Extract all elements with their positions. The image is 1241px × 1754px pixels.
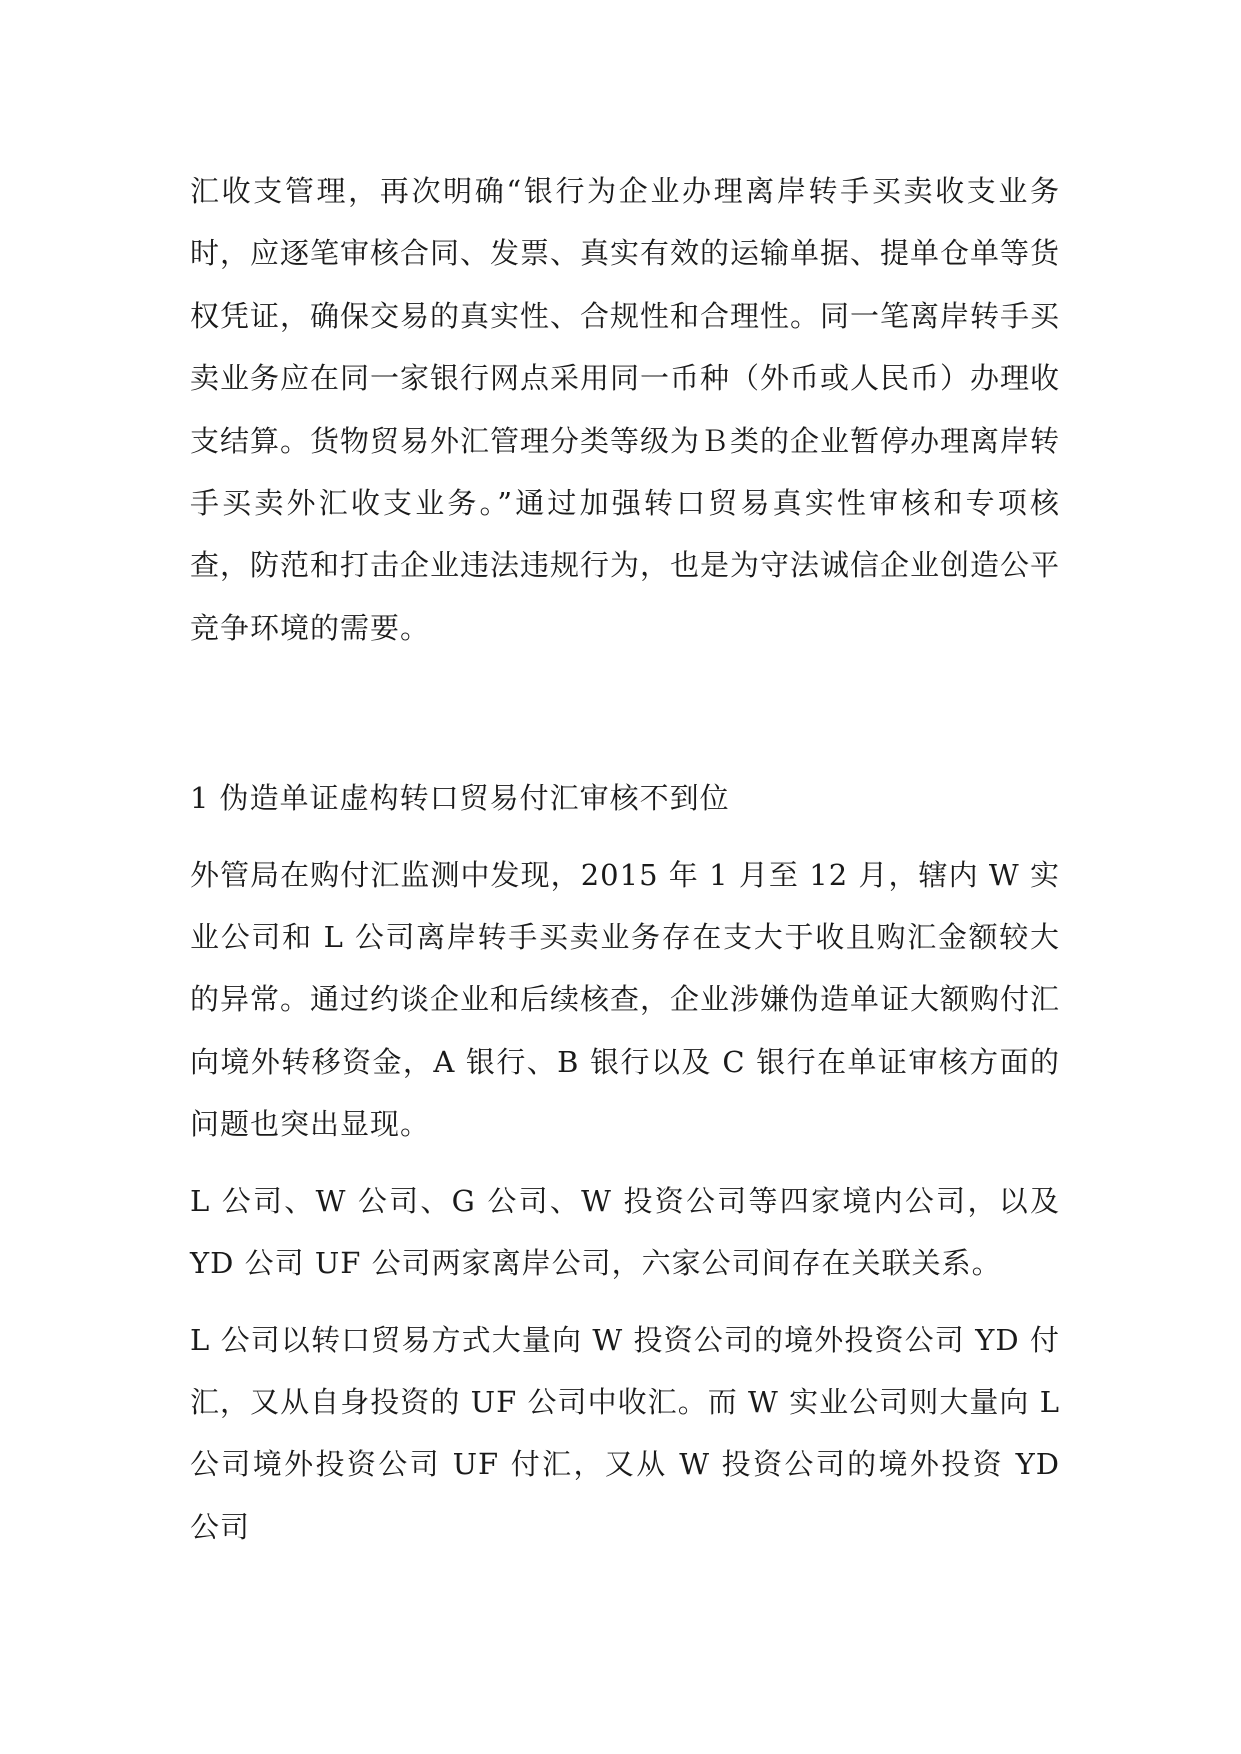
paragraph-fund-flows: L 公司以转口贸易方式大量向 W 投资公司的境外投资公司 YD 付汇，又从自身投资的 UF 公司中收汇。而 W 实业公司则大量向 L 公司境外投资公司 UF 付汇，又从 W 投资公司的境外投资 YD 公司	[190, 1322, 1060, 1544]
document-body	[190, 160, 1060, 1558]
section-heading: 1 伪造单证虚构转口贸易付汇审核不到位	[190, 781, 730, 816]
paragraph-monitoring-finding: 外管局在购付汇监测中发现，2015 年 1 月至 12 月，辖内 W 实业公司和 L 公司离岸转手买卖业务存在支大于收且购汇金额较大的异常。通过约谈企业和后续核查，企业涉嫌伪造单证大额购付汇向境外转移资金，A 银行、B 银行以及 C 银行在单证审核方面的问题也突出显现。	[190, 857, 1061, 1142]
paragraph-offshore-policy: 汇收支管理，再次明确“银行为企业办理离岸转手买卖收支业务时，应逐笔审核合同、发票、真实有效的运输单据、提单仓单等货权凭证，确保交易的真实性、合规性和合理性。同一笔离岸转手买卖业务应在同一家银行网点采用同一币种（外币或人民币）办理收支结算。货物贸易外汇管理分类等级为Ｂ类的企业暂停办理离岸转手买卖外汇收支业务。”通过加强转口贸易真实性审核和专项核查，防范和打击企业违法违规行为，也是为守法诚信企业创造公平竞争环境的需要。	[190, 174, 1061, 645]
paragraph-related-companies: L 公司、W 公司、G 公司、W 投资公司等四家境内公司，以及 YD 公司 UF 公司两家离岸公司，六家公司间存在关联关系。	[190, 1183, 1060, 1281]
